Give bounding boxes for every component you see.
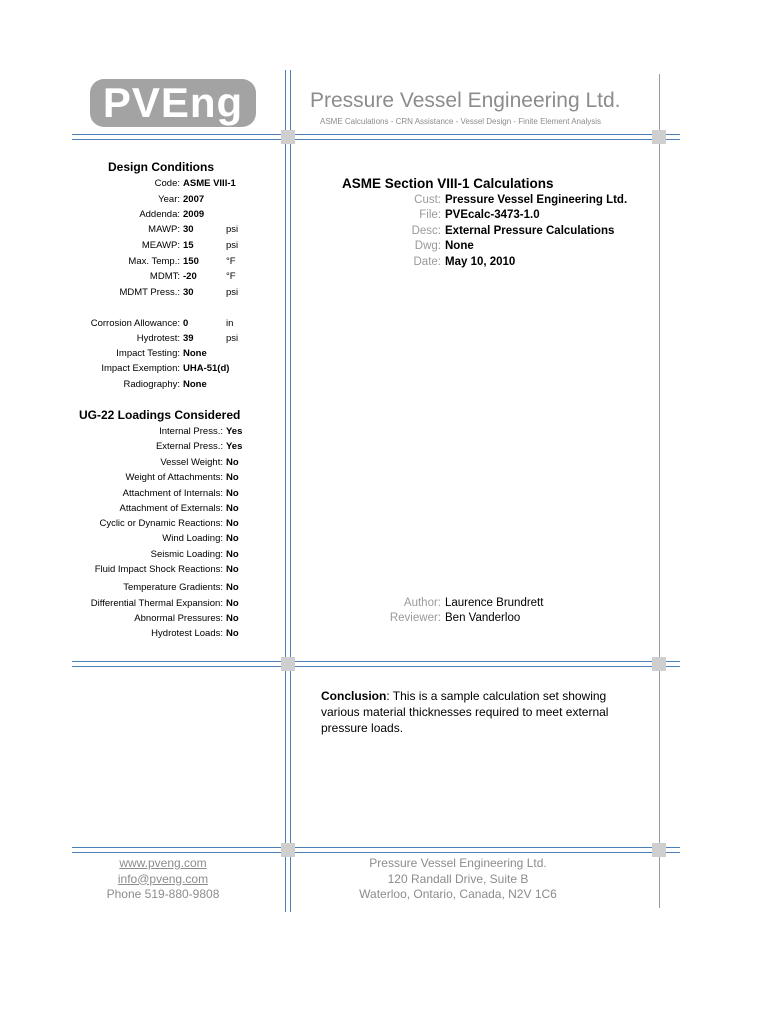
design-condition-label: Code: xyxy=(154,178,180,189)
loading-row xyxy=(0,425,223,439)
company-name: Pressure Vessel Engineering Ltd. xyxy=(310,89,621,112)
loading-value: No xyxy=(226,598,239,609)
loading-row xyxy=(0,440,223,454)
design-condition-row xyxy=(0,317,180,331)
loading-label: Abnormal Pressures: xyxy=(134,613,223,624)
design-condition-value: UHA-51(d) xyxy=(183,363,230,374)
design-condition-unit: °F xyxy=(226,271,236,282)
design-condition-label: Hydrotest: xyxy=(136,333,180,344)
design-condition-value: 30 xyxy=(183,287,194,298)
loading-row xyxy=(0,471,223,485)
loading-value: No xyxy=(226,518,239,529)
design-condition-value: ASME VIII-1 xyxy=(183,178,236,189)
frame-vline-right xyxy=(659,74,660,908)
meta-key: Cust: xyxy=(414,194,441,206)
loading-label: Internal Press.: xyxy=(159,426,223,437)
design-condition-label: MEAWP: xyxy=(141,240,180,251)
design-condition-value: None xyxy=(183,379,207,390)
loading-value: No xyxy=(226,472,239,483)
loading-label: Attachment of Externals: xyxy=(119,503,223,514)
loading-label: Cyclic or Dynamic Reactions: xyxy=(99,518,223,529)
loading-label: Weight of Attachments: xyxy=(125,472,223,483)
loading-value: No xyxy=(226,628,239,639)
loading-row xyxy=(0,532,223,546)
design-condition-label: Max. Temp.: xyxy=(128,256,180,267)
meta-key: Dwg: xyxy=(414,240,441,252)
frame-vline-left-b xyxy=(290,70,291,912)
loading-row xyxy=(0,597,223,611)
email-link[interactable]: info@pveng.com xyxy=(117,871,209,886)
design-condition-row xyxy=(0,347,180,361)
meta-value: None xyxy=(445,240,474,252)
company-logo: PVEng xyxy=(90,79,256,127)
loading-row xyxy=(0,517,223,531)
frame-hline-bottom-a xyxy=(72,847,680,848)
frame-hline-mid-a xyxy=(72,661,680,662)
frame-corner-square xyxy=(281,843,295,857)
loading-row xyxy=(0,456,223,470)
loading-label: Temperature Gradients: xyxy=(123,582,223,593)
meta-key: File: xyxy=(419,209,441,221)
people-value: Laurence Brundrett xyxy=(445,597,544,609)
loading-row xyxy=(0,502,223,516)
loading-value: No xyxy=(226,582,239,593)
loading-row xyxy=(0,581,223,595)
design-condition-unit: psi xyxy=(226,287,239,298)
design-condition-row xyxy=(0,362,180,376)
frame-hline-top-a xyxy=(72,134,680,135)
design-condition-value: 150 xyxy=(183,256,199,267)
design-condition-unit: psi xyxy=(226,333,239,344)
design-condition-row xyxy=(0,332,180,346)
frame-corner-square xyxy=(281,130,295,144)
design-condition-value: 39 xyxy=(183,333,194,344)
loading-row xyxy=(0,563,223,577)
calc-title: ASME Section VIII-1 Calculations xyxy=(342,176,554,191)
design-condition-value: 2009 xyxy=(183,209,205,220)
footer-address xyxy=(330,856,586,903)
frame-hline-mid-b xyxy=(72,666,680,667)
design-condition-row xyxy=(0,378,180,392)
loading-row xyxy=(0,627,223,641)
design-condition-row xyxy=(0,177,180,191)
loading-label: Vessel Weight: xyxy=(160,457,223,468)
frame-hline-top-b xyxy=(72,139,680,140)
company-tagline: ASME Calculations - CRN Assistance - Vessel Design - Finite Element Analysis xyxy=(320,117,601,126)
loading-value: No xyxy=(226,457,239,468)
design-condition-value: 2007 xyxy=(183,194,205,205)
conclusion-text: : This is a sample calculation set showing various material thicknesses required to meet external pressure loads. xyxy=(321,689,609,735)
frame-corner-square xyxy=(281,657,295,671)
design-conditions-title: Design Conditions xyxy=(108,160,214,174)
footer-company: Pressure Vessel Engineering Ltd. xyxy=(369,856,547,870)
design-condition-row xyxy=(0,223,180,237)
people-key: Author: xyxy=(403,597,441,609)
people-key: Reviewer: xyxy=(389,612,441,624)
frame-corner-square xyxy=(652,843,666,857)
loading-label: Attachment of Internals: xyxy=(122,488,223,499)
footer-address-line2: Waterloo, Ontario, Canada, N2V 1C6 xyxy=(359,887,557,901)
frame-vline-left-a xyxy=(285,70,286,912)
design-condition-row xyxy=(0,208,180,222)
frame-corner-square xyxy=(652,130,666,144)
design-condition-value: -20 xyxy=(183,271,197,282)
frame-corner-square xyxy=(652,657,666,671)
design-condition-label: Year: xyxy=(158,194,180,205)
conclusion-block xyxy=(321,688,631,736)
design-condition-label: Addenda: xyxy=(139,209,180,220)
design-condition-value: 15 xyxy=(183,240,194,251)
loading-value: No xyxy=(226,488,239,499)
design-condition-row xyxy=(0,286,180,300)
design-condition-label: Impact Exemption: xyxy=(101,363,180,374)
design-condition-label: Corrosion Allowance: xyxy=(90,318,180,329)
frame-hline-bottom-b xyxy=(72,852,680,853)
meta-value: PVEcalc-3473-1.0 xyxy=(445,209,540,221)
loading-value: No xyxy=(226,503,239,514)
loading-value: Yes xyxy=(226,426,243,437)
design-condition-value: 30 xyxy=(183,224,194,235)
design-condition-label: MAWP: xyxy=(148,224,180,235)
design-condition-unit: in xyxy=(226,318,234,329)
loading-label: Fluid Impact Shock Reactions: xyxy=(94,564,223,575)
loading-value: No xyxy=(226,564,239,575)
loading-value: No xyxy=(226,613,239,624)
website-link[interactable]: www.pveng.com xyxy=(119,856,207,870)
design-condition-value: 0 xyxy=(183,318,189,329)
design-condition-unit: °F xyxy=(226,256,236,267)
design-condition-label: Radiography: xyxy=(123,379,180,390)
design-condition-unit: psi xyxy=(226,240,239,251)
design-condition-row xyxy=(0,270,180,284)
design-condition-row xyxy=(0,193,180,207)
meta-key: Date: xyxy=(413,256,441,268)
loading-label: Seismic Loading: xyxy=(150,549,223,560)
loading-value: No xyxy=(226,549,239,560)
design-condition-row xyxy=(0,239,180,253)
loading-label: Differential Thermal Expansion: xyxy=(90,598,223,609)
meta-value: May 10, 2010 xyxy=(445,256,516,268)
design-condition-unit: psi xyxy=(226,224,239,235)
loading-row xyxy=(0,548,223,562)
footer-contact xyxy=(80,856,246,903)
phone-number: Phone 519-880-9808 xyxy=(106,887,220,901)
conclusion-label: Conclusion xyxy=(321,689,387,703)
footer-address-line1: 120 Randall Drive, Suite B xyxy=(387,871,529,886)
meta-key: Desc: xyxy=(411,225,441,237)
loading-row xyxy=(0,487,223,501)
design-condition-label: MDMT: xyxy=(149,271,180,282)
design-condition-row xyxy=(0,255,180,269)
loading-value: Yes xyxy=(226,441,243,452)
meta-value: Pressure Vessel Engineering Ltd. xyxy=(445,194,628,206)
people-value: Ben Vanderloo xyxy=(445,612,521,624)
meta-value: External Pressure Calculations xyxy=(445,225,615,237)
loading-row xyxy=(0,612,223,626)
design-condition-label: MDMT Press.: xyxy=(119,287,180,298)
loading-label: External Press.: xyxy=(155,441,223,452)
loading-label: Hydrotest Loads: xyxy=(151,628,223,639)
loadings-title: UG-22 Loadings Considered xyxy=(79,408,241,422)
loading-value: No xyxy=(226,533,239,544)
design-condition-value: None xyxy=(183,348,207,359)
loading-label: Wind Loading: xyxy=(162,533,223,544)
design-condition-label: Impact Testing: xyxy=(116,348,180,359)
